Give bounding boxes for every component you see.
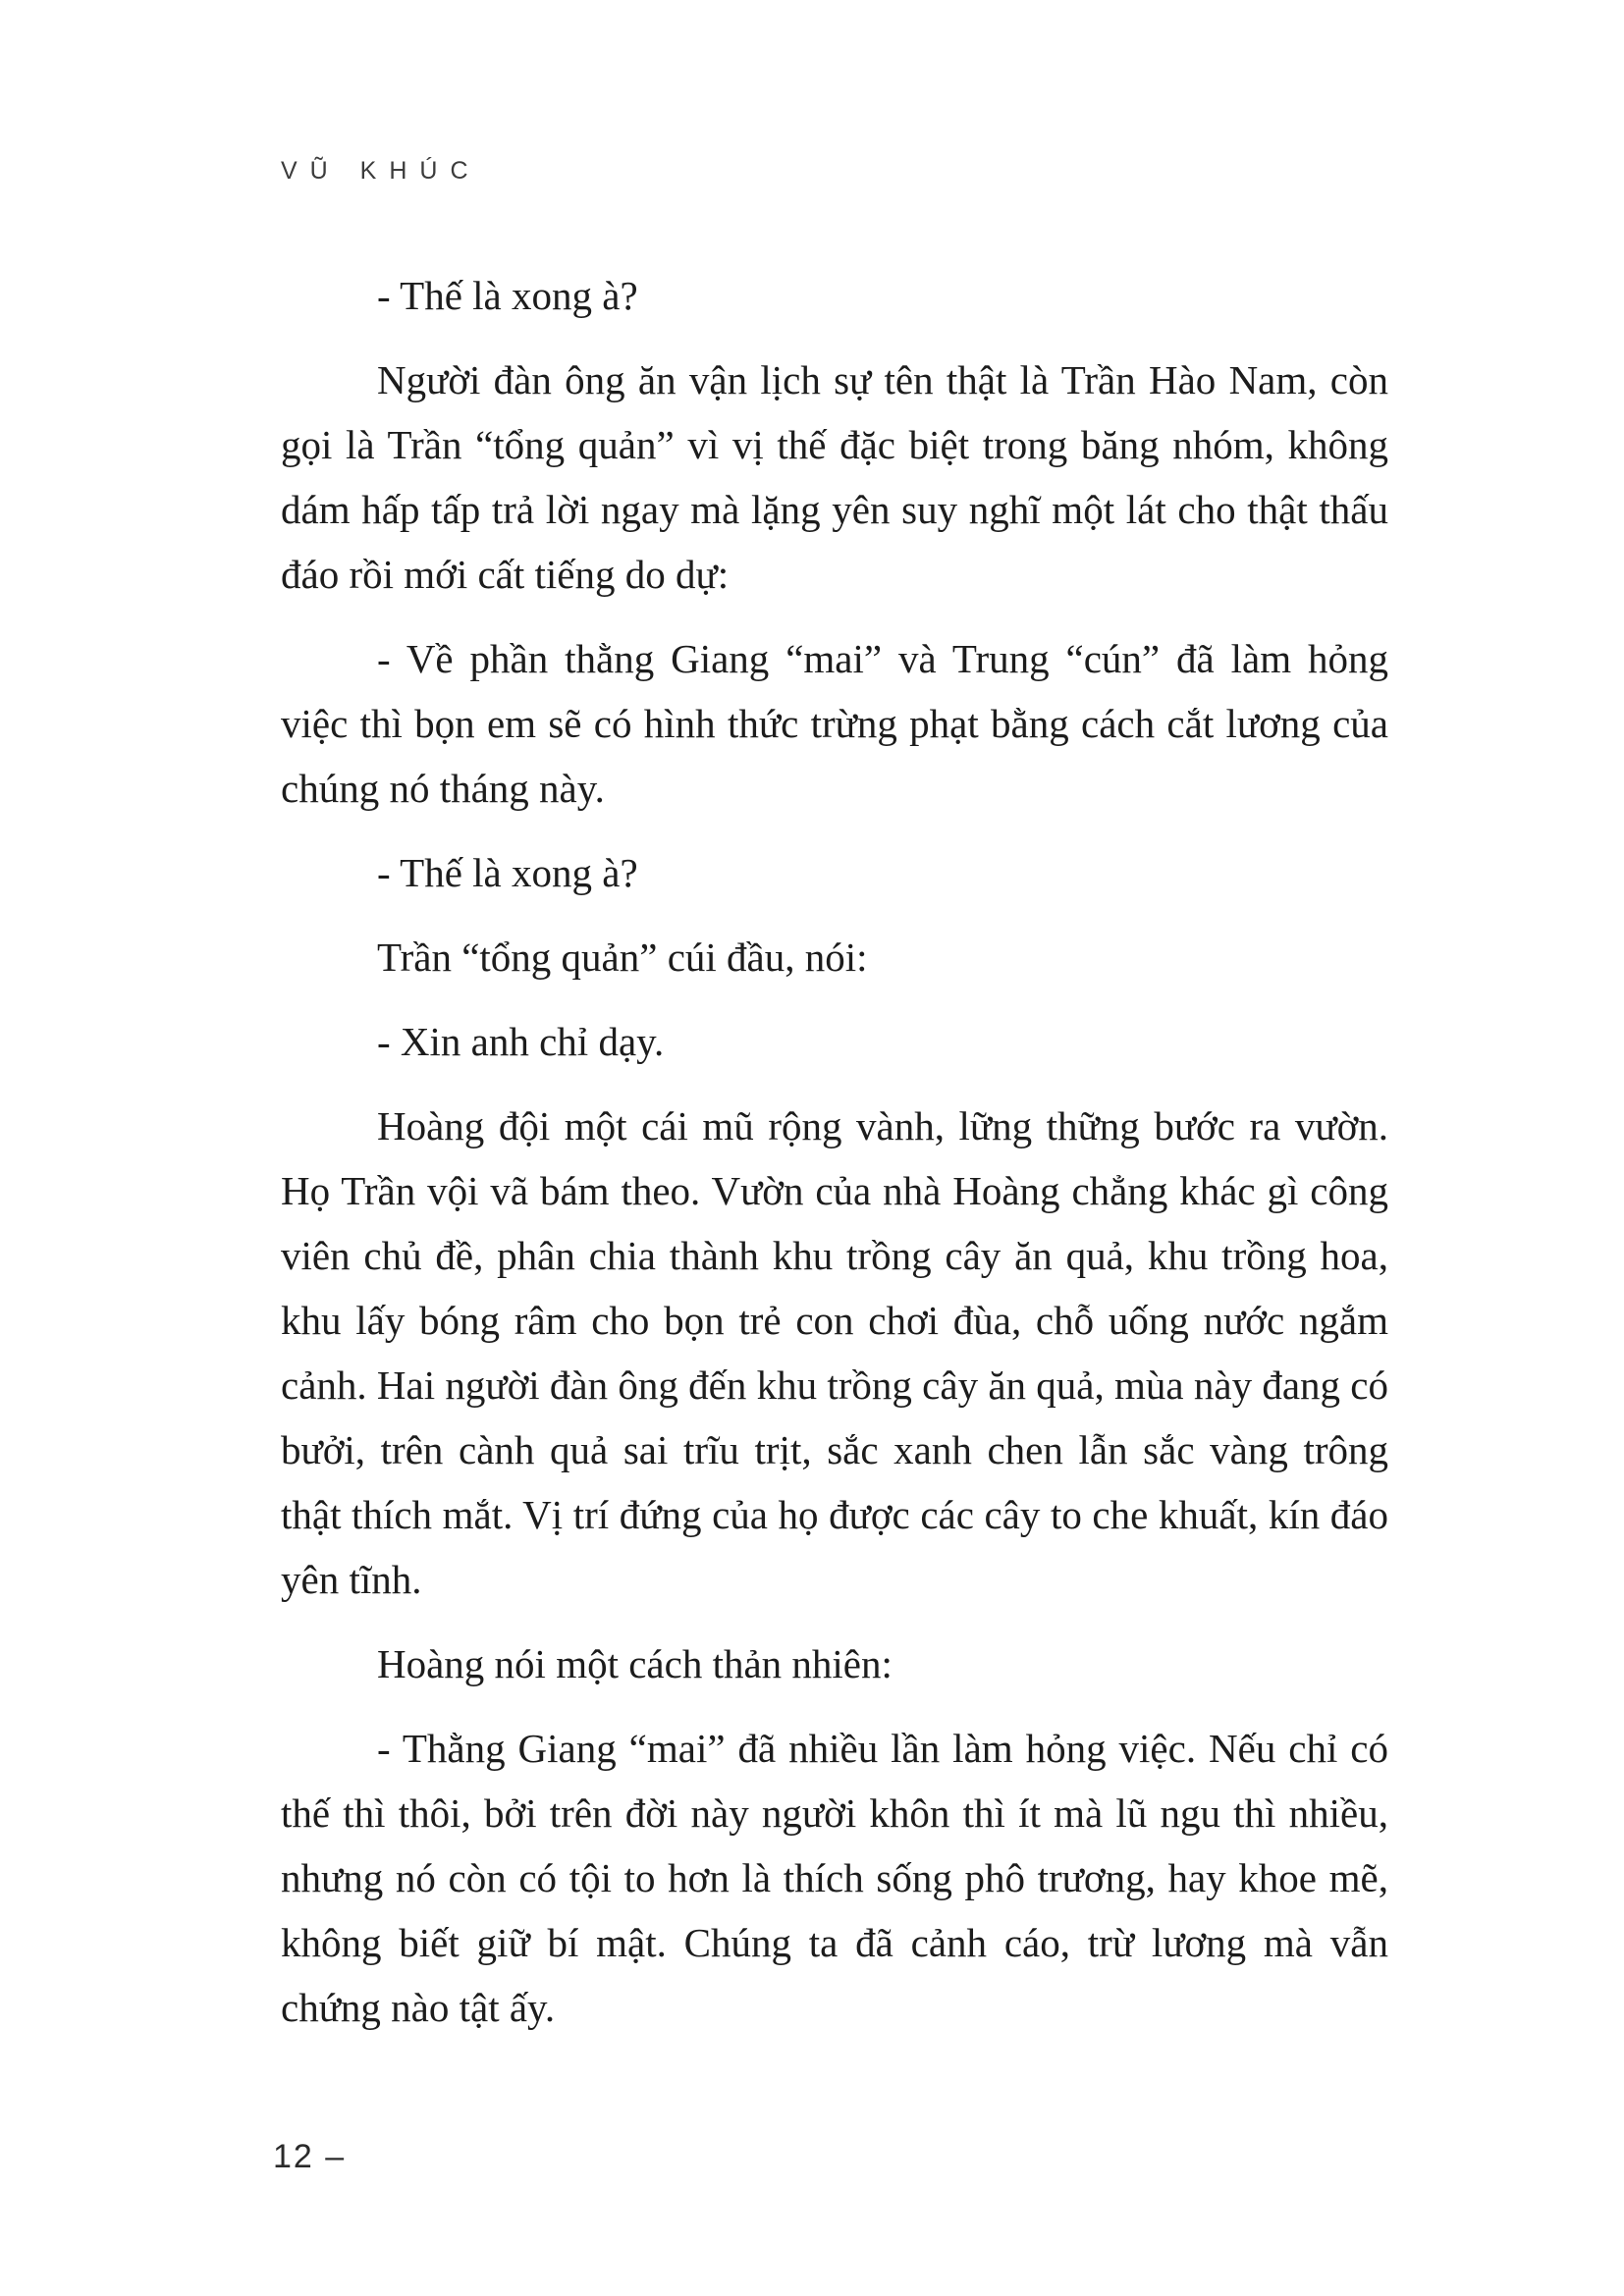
- paragraph: - Về phần thằng Giang “mai” và Trung “cún” đã làm hỏng việc thì bọn em sẽ có hình thức trừng phạt bằng cách cắt lương của chúng nó tháng này.: [281, 636, 1388, 811]
- running-header-book-title: VŨ KHÚC: [281, 157, 481, 185]
- paragraph: - Xin anh chỉ dạy.: [377, 1019, 665, 1064]
- paragraph: - Thế là xong à?: [377, 273, 638, 318]
- paragraph: Hoàng đội một cái mũ rộng vành, lững thững bước ra vườn. Họ Trần vội vã bám theo. Vườn của nhà Hoàng chẳng khác gì công viên chủ đề, phân chia thành khu trồng cây ăn quả, khu trồng hoa, khu lấy bóng râm cho bọn trẻ con chơi đùa, chỗ uống nước ngắm cảnh. Hai người đàn ông đến khu trồng cây ăn quả, mùa này đang có bưởi, trên cành quả sai trĩu trịt, sắc xanh chen lẫn sắc vàng trông thật thích mắt. Vị trí đứng của họ được các cây to che khuất, kín đáo yên tĩnh.: [281, 1103, 1388, 1602]
- paragraph: Trần “tổng quản” cúi đầu, nói:: [377, 934, 868, 980]
- paragraph: Hoàng nói một cách thản nhiên:: [377, 1641, 893, 1686]
- paragraph: - Thế là xong à?: [377, 850, 638, 895]
- paragraph: - Thằng Giang “mai” đã nhiều lần làm hỏng việc. Nếu chỉ có thế thì thôi, bởi trên đời này người khôn thì ít mà lũ ngu thì nhiều, nhưng nó còn có tội to hơn là thích sống phô trương, hay khoe mẽ, không biết giữ bí mật. Chúng ta đã cảnh cáo, trừ lương mà vẫn chứng nào tật ấy.: [281, 1726, 1388, 2030]
- page-number: 12 –: [273, 2138, 347, 2175]
- paragraph: Người đàn ông ăn vận lịch sự tên thật là Trần Hào Nam, còn gọi là Trần “tổng quản” vì vị thế đặc biệt trong băng nhóm, không dám hấp tấp trả lời ngay mà lặng yên suy nghĩ một lát cho thật thấu đáo rồi mới cất tiếng do dự:: [281, 357, 1388, 597]
- page-body: [281, 263, 1388, 2059]
